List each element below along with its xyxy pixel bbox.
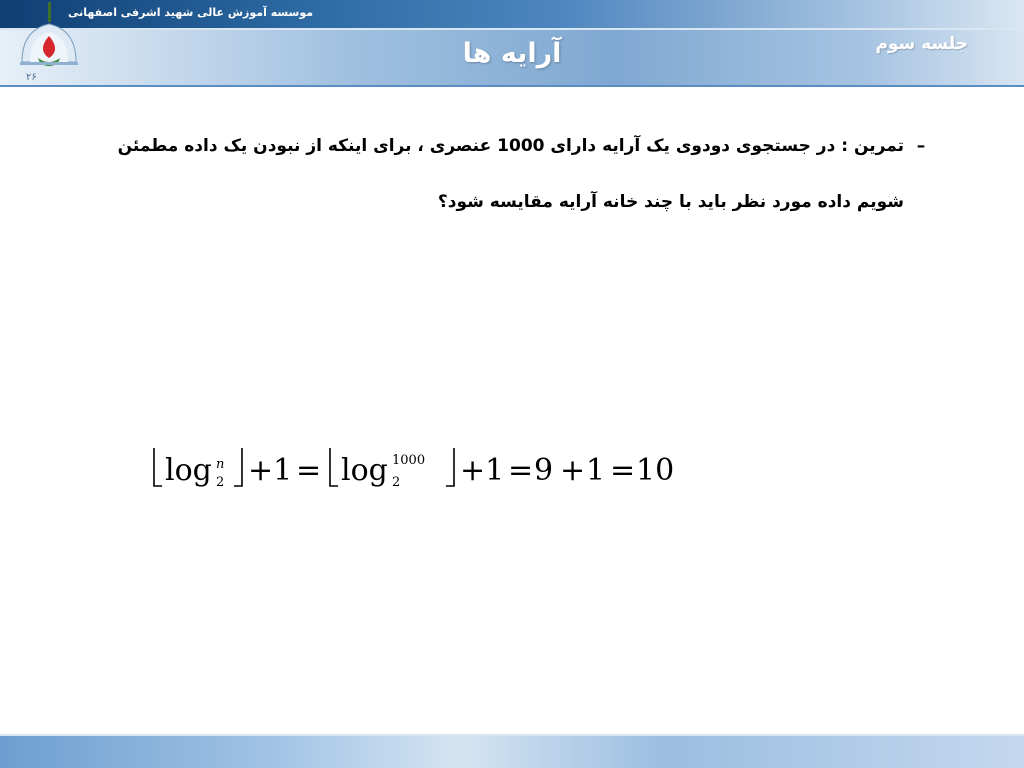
log-base-2: 2: [392, 475, 401, 490]
equals-3: =: [610, 453, 636, 488]
exercise-bullet: [88, 118, 938, 230]
institution-name: موسسه آموزش عالی شهید اشرفی اصفهانی: [68, 6, 314, 19]
equals-1: =: [296, 453, 322, 488]
value-one: 1: [586, 453, 606, 488]
log-text-1: log: [165, 453, 212, 488]
slide-header: [0, 0, 1024, 87]
floor-bracket-right-2: [446, 448, 454, 486]
floor-bracket-left-1: [154, 448, 162, 486]
exercise-text: تمرین : در جستجوی دودوی یک آرایه دارای 1000 عنصری ، برای اینکه از نبودن یک داده مطمئن شویم داده مورد نظر باید با چند خانه آرایه مقایسه شود؟: [117, 136, 904, 212]
exponent-1000: 1000: [392, 453, 426, 468]
slide-footer: [0, 736, 1024, 768]
value-nine: 9: [534, 453, 554, 488]
bullet-dash: –: [916, 136, 926, 156]
header-divider: [0, 85, 1024, 87]
log-base-1: 2: [216, 475, 225, 490]
plus-one-2: +1: [460, 453, 505, 488]
exponent-n: n: [216, 457, 225, 472]
session-label: جلسه سوم: [875, 34, 968, 54]
slide-body: [88, 118, 938, 230]
log-text-2: log: [341, 453, 388, 488]
floor-bracket-left-2: [330, 448, 338, 486]
svg-text:۲۶: ۲۶: [26, 72, 37, 83]
floor-bracket-right-1: [234, 448, 242, 486]
equals-2: =: [508, 453, 534, 488]
institution-bar: [0, 0, 1024, 28]
slide-title: آرایه ها: [462, 38, 562, 69]
value-ten: 10: [636, 453, 675, 488]
plus-one-1: +1: [248, 453, 293, 488]
plus-sign: +: [560, 453, 586, 488]
institution-logo-icon: [12, 0, 84, 87]
math-formula: [150, 440, 690, 496]
